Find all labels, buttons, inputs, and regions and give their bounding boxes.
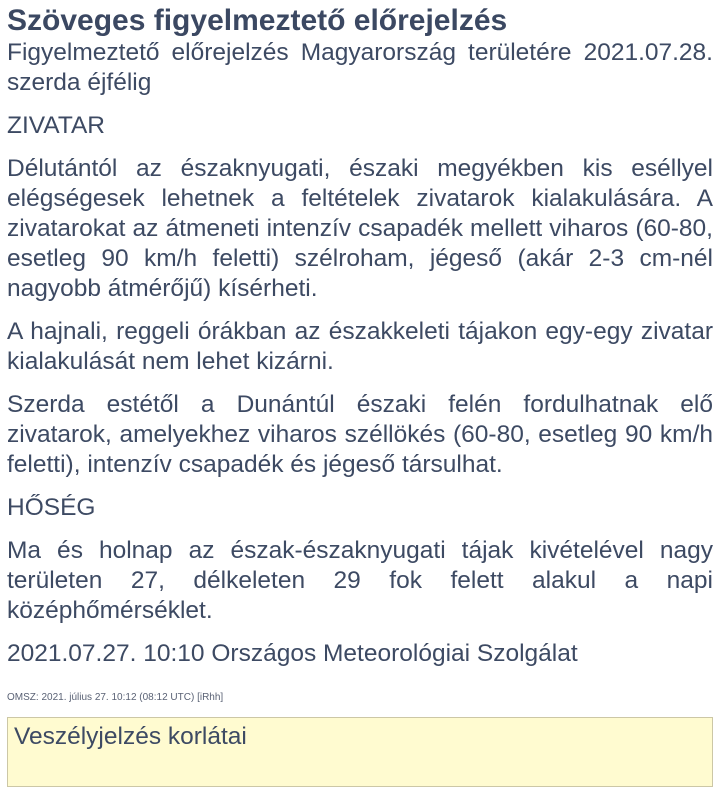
heat-paragraph: Ma és holnap az észak-északnyugati tájak kivételével nagy területen 27, délkeleten 29 fok felett alakul a napi középhőmérséklet. xyxy=(7,537,713,624)
section-heading-thunderstorm: ZIVATAR xyxy=(7,112,105,139)
warning-limits-title: Veszélyjelzés korlátai xyxy=(14,723,247,750)
thunderstorm-paragraph: A hajnali, reggeli órákban az északkeleti tájakon egy-egy zivatar kialakulását nem lehet kizárni. xyxy=(7,318,713,375)
section-heading-heat: HŐSÉG xyxy=(7,494,96,521)
issued-line: 2021.07.27. 10:10 Országos Meteorológiai Szolgálat xyxy=(7,640,578,667)
footer-note: OMSZ: 2021. július 27. 10:12 (08:12 UTC) [iRhh] xyxy=(7,692,224,703)
page-title: Szöveges figyelmeztető előrejelzés xyxy=(7,4,508,37)
thunderstorm-paragraph: Délutántól az északnyugati, északi megyékben kis eséllyel elégségesek lehetnek a feltételek zivatarok kialakulására. A zivatarokat az átmeneti intenzív csapadék mellett viharos (60-80, esetleg 90 km/h feletti) szélroham, jégeső (akár 2-3 cm-nél nagyobb átmérőjű) kísérheti. xyxy=(7,155,713,302)
warning-limits-box[interactable] xyxy=(7,717,713,787)
thunderstorm-paragraph: Szerda estétől a Dunántúl északi felén fordulhatnak elő zivatarok, amelyekhez viharos széllökés (60-80, esetleg 90 km/h feletti), intenzív csapadék és jégeső társulhat. xyxy=(7,391,713,478)
subtitle: Figyelmeztető előrejelzés Magyarország területére 2021.07.28. szerda éjfélig xyxy=(7,39,713,96)
